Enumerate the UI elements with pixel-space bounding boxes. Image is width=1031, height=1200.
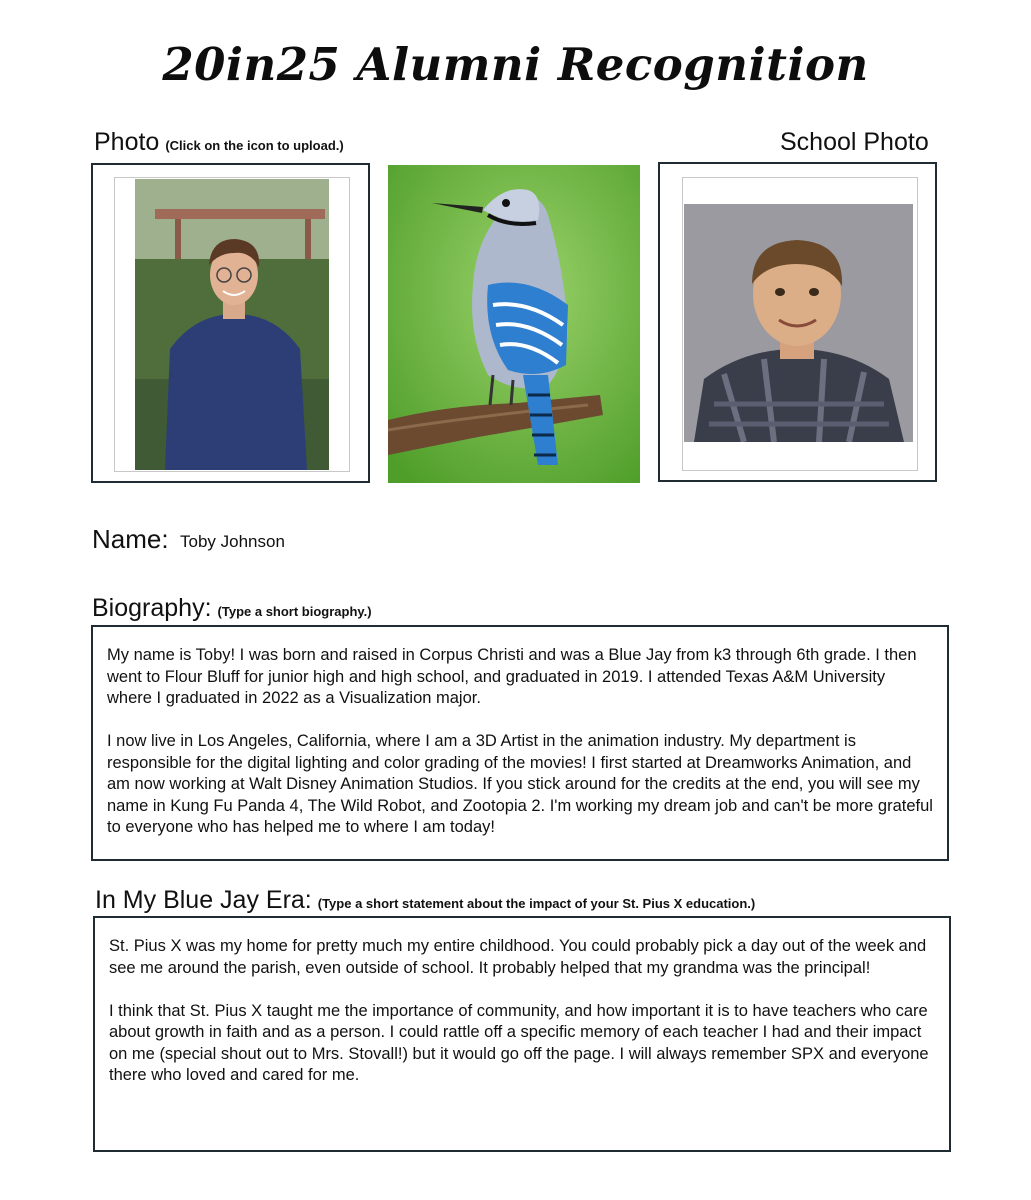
alumni-portrait-image[interactable]: [135, 179, 329, 470]
era-textbox[interactable]: [93, 916, 951, 1152]
photo-label-group: [94, 128, 344, 157]
school-portrait-image[interactable]: [684, 204, 913, 442]
photo-hint: (Click on the icon to upload.): [165, 138, 344, 153]
era-label-group: [95, 886, 755, 915]
biography-label: Biography:: [92, 594, 212, 622]
era-hint: (Type a short statement about the impact of your St. Pius X education.): [317, 896, 756, 911]
biography-hint: (Type a short biography.): [217, 604, 372, 619]
era-paragraph: I think that St. Pius X taught me the importance of community, and how important it is to have teachers who care about growth in faith and as a person. I could rattle off a specific memory of each teacher I had and their impact on me (special shout out to Mrs. Stovall!) but it would go off the page. I will always remember SPX and everyone there who loved and cared for me.: [109, 1001, 929, 1084]
school-photo-frame[interactable]: [658, 162, 937, 482]
era-paragraph: St. Pius X was my home for pretty much my entire childhood. You could probably pick a day out of the week and see me around the parish, even outside of school. It probably helped that my grandma was the principal!: [109, 937, 927, 977]
name-label: Name:: [92, 524, 169, 554]
school-photo-label: School Photo: [780, 128, 929, 156]
biography-paragraph: My name is Toby! I was born and raised in Corpus Christi and was a Blue Jay from k3 through 6th grade. I then went to Flour Bluff for junior high and high school, and graduated in 2019. I attended Texas A&M University where I graduated in 2022 as a Visualization major.: [107, 646, 917, 707]
biography-label-group: [92, 594, 372, 623]
era-label: In My Blue Jay Era:: [95, 886, 312, 914]
blue-jay-image: [388, 165, 640, 483]
biography-textbox[interactable]: [91, 625, 949, 861]
photo-label: Photo: [94, 128, 160, 156]
biography-paragraph: I now live in Los Angeles, California, where I am a 3D Artist in the animation industry. My department is responsible for the digital lighting and color grading of the movies! I first started at Dreamworks Animation, and am now working at Walt Disney Animation Studios. If you stick around for the credits at the end, you will see my name in Kung Fu Panda 4, The Wild Robot, and Zootopia 2. I'm working my dream job and can't be more grateful to everyone who has helped me to where I am today!: [107, 732, 933, 836]
photo-upload-frame[interactable]: [91, 163, 370, 483]
name-field[interactable]: Toby Johnson: [180, 532, 285, 551]
page-title: 20in25 Alumni Recognition: [162, 38, 869, 91]
